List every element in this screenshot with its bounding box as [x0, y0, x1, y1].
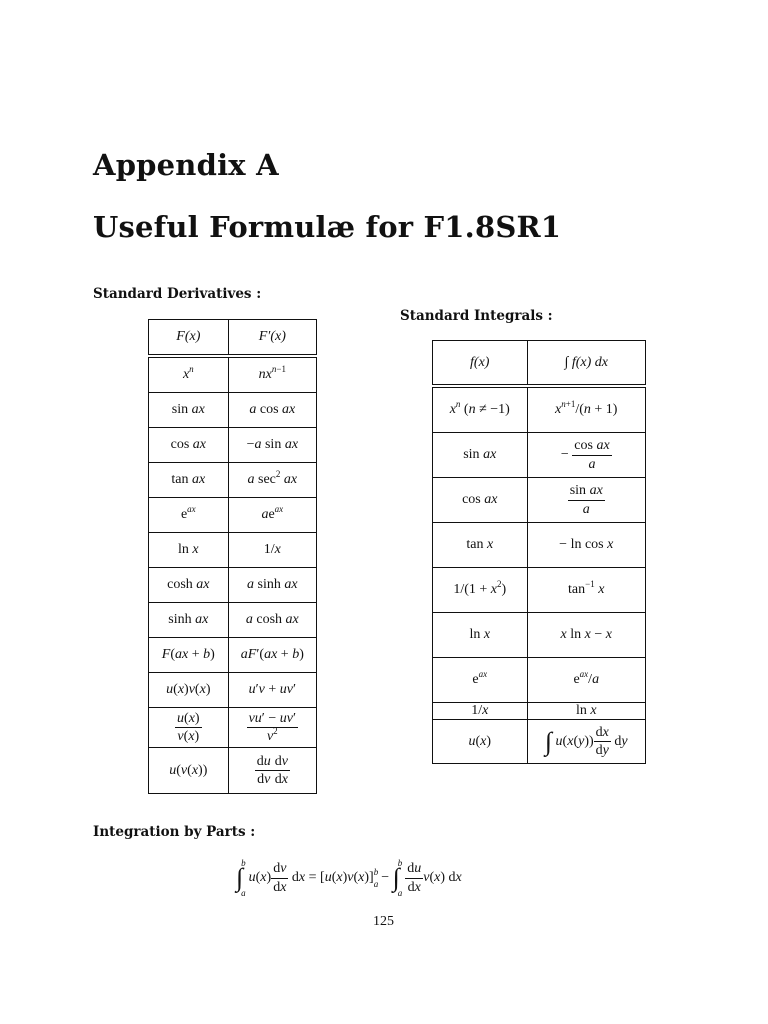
table-row: sin ax − $\frac{\text{cos ax}}{a}$ — [433, 433, 646, 478]
table-row: sinh ax a cosh ax — [149, 603, 317, 638]
table-row: cos ax −a sin ax — [149, 428, 317, 463]
table-row: tan x − ln cos x — [433, 523, 646, 568]
table-header: f(x) — [433, 341, 528, 385]
table-header: ∫ f(x) dx — [527, 341, 645, 385]
integral-icon: ∫ — [544, 726, 553, 756]
table-header-row — [433, 341, 646, 385]
table-row: 1/x ln x — [433, 703, 646, 720]
table-header-row — [149, 320, 317, 355]
table-row: ln x x ln x − x — [433, 613, 646, 658]
table-row: tan ax a $\sec^2$ ax — [149, 463, 317, 498]
table-row: ln x 1/x — [149, 533, 317, 568]
table-row: cosh ax a sinh ax — [149, 568, 317, 603]
derivatives-heading: Standard Derivatives : — [93, 286, 262, 302]
appendix-title: Appendix A — [93, 148, 279, 182]
chapter-title: Useful Formulæ for F1.8SR1 — [93, 210, 562, 244]
table-row: sin ax a cos ax — [149, 393, 317, 428]
table-row: u(v(x)) $\frac{du}{dv}$ $\frac{dv}{dx}$ — [149, 748, 317, 794]
table-row: u(x) ∫ u(x(y)) $\frac{dx}{dy}$ dy — [433, 720, 646, 764]
integration-by-parts-formula: ∫ b a u(x) $\frac{dv}{dx}$ dx = [u(x)v(x)] b a − ∫ b a $\frac{du}{dx}$ v(x) dx — [236, 858, 462, 898]
table-row: $e^{ax}$ $e^{ax}/a$ — [433, 658, 646, 703]
table-row: F(ax + b) aF′(ax + b) — [149, 638, 317, 673]
table-row: $x^n$ (n ≠ −1) $x^{n+1}/(n + 1)$ — [433, 388, 646, 433]
table-row: cos ax $\frac{\text{sin ax}}{a}$ — [433, 478, 646, 523]
table-header: F′(x) — [228, 320, 316, 355]
table-row: $x^n$ $nx^{n-1}$ — [149, 358, 317, 393]
table-header: F(x) — [149, 320, 229, 355]
table-row: u(x)v(x) u′v + uv′ — [149, 673, 317, 708]
derivatives-table — [148, 319, 317, 794]
table-row: $e^{ax}$ $ae^{ax}$ — [149, 498, 317, 533]
integrals-heading: Standard Integrals : — [400, 308, 553, 324]
page-number: 125 — [373, 914, 394, 929]
parts-heading: Integration by Parts : — [93, 824, 256, 840]
table-row: $\frac{u(x)}{v(x)}$ $\frac{vu' - uv'}{v^2}$ — [149, 708, 317, 748]
integrals-table — [432, 340, 646, 764]
table-row: $1/(1 + x^2)$ $\tan^{-1} x$ — [433, 568, 646, 613]
integral-icon: ∫ — [236, 863, 244, 892]
integral-icon: ∫ — [392, 863, 400, 892]
